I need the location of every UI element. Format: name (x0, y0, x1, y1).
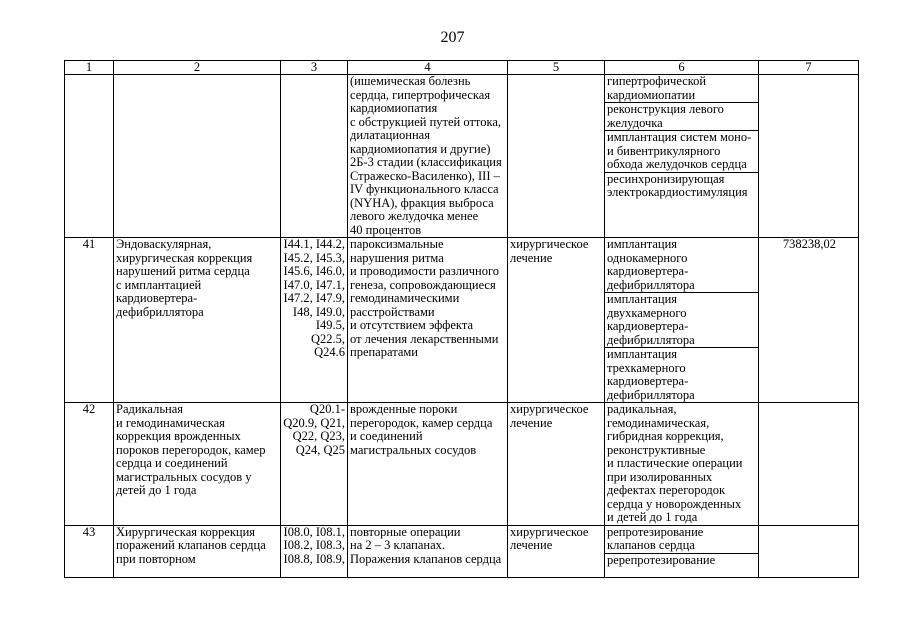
table-row (65, 525, 859, 577)
service-name-cell (114, 403, 281, 526)
treatment-method-line: гемодинамическая, (607, 415, 710, 430)
icd-code-line: I49.5, (315, 318, 345, 332)
patient-model-cell (348, 525, 508, 577)
treatment-method-line: дефибриллятора (607, 387, 695, 402)
treatment-method-line: гипертрофической (607, 74, 707, 88)
service-name-line: при повторном (116, 551, 196, 566)
treatment-method-item (605, 173, 758, 200)
column-number-4: 4 (348, 61, 508, 75)
treatment-method-line: обхода желудочков сердца (607, 157, 747, 171)
treatment-methods-cell (605, 403, 759, 526)
cost-cell (759, 75, 859, 238)
row-number-cell: 41 (65, 238, 114, 403)
patient-model-line: сердца, гипертрофическая (350, 87, 491, 102)
icd-code-line: Q20.9, Q21, (283, 415, 345, 430)
patient-model-line: 40 процентов (350, 222, 422, 237)
patient-model-line: кардиомиопатия и другие) (350, 141, 491, 156)
table-row (65, 75, 859, 238)
treatment-method-item (605, 403, 758, 525)
treatment-method-line: электрокардиостимуляция (607, 185, 748, 199)
treatment-method-item (605, 293, 758, 348)
icd-code-line: I45.2, I45.3, (283, 250, 345, 265)
treatment-type-line: хирургическое (510, 402, 589, 416)
patient-model-line: и соединений (350, 429, 423, 443)
patient-model-line: генеза, сопровождающиеся (350, 277, 496, 292)
icd-code-line: Q24.6 (314, 345, 345, 359)
patient-model-cell (348, 403, 508, 526)
treatment-method-line: дефектах перегородок (607, 483, 726, 497)
patient-model-line: Поражения клапанов сердца (350, 551, 502, 566)
service-name-line: детей до 1 года (116, 483, 197, 497)
patient-model-line: на 2 – 3 клапанах. (350, 538, 446, 552)
service-name-line: коррекция врожденных (116, 429, 241, 443)
patient-model-line: IV функционального класса (350, 182, 499, 196)
treatment-method-line: и бивентрикулярного (607, 143, 721, 158)
service-name-line: с имплантацией (116, 277, 202, 292)
service-name-line: сердца и соединений (116, 456, 228, 470)
patient-model-line: гемодинамическими (350, 291, 460, 305)
icd-code-line: I47.2, I47.9, (283, 291, 345, 305)
treatment-method-line: реконструкция левого (607, 102, 724, 116)
patient-model-cell (348, 238, 508, 403)
treatment-method-line: трехкамерного (607, 360, 686, 375)
cost-cell (759, 403, 859, 526)
treatment-method-line: желудочка (607, 115, 663, 130)
patient-model-cell (348, 75, 508, 238)
column-number-7: 7 (759, 61, 859, 75)
treatment-method-item (605, 131, 758, 173)
treatment-method-item (605, 526, 758, 554)
icd-code-line: Q22, Q23, (292, 429, 345, 443)
treatment-method-line: радикальная, (607, 402, 677, 416)
icd-code-line: I48, I49.0, (292, 304, 345, 319)
patient-model-line: от лечения лекарственными (350, 331, 499, 346)
treatment-method-line: при изолированных (607, 469, 713, 484)
treatment-method-line: кардиовертера- (607, 319, 689, 333)
icd-code-line: I47.0, I47.1, (283, 277, 345, 292)
patient-model-line: и проводимости различного (350, 264, 500, 278)
patient-model-line: расстройствами (350, 304, 435, 319)
column-number-row (65, 61, 859, 75)
patient-model-line: левого желудочка менее (350, 209, 479, 223)
column-number-2: 2 (114, 61, 281, 75)
service-name-line: магистральных сосудов у (116, 469, 252, 484)
service-name-line: поражений клапанов сердца (116, 538, 266, 552)
service-name-cell (114, 238, 281, 403)
row-number-cell (65, 75, 114, 238)
treatment-type-cell (508, 525, 605, 577)
page-number: 207 (440, 29, 465, 46)
treatment-method-item (605, 348, 758, 402)
icd-codes-cell (281, 75, 348, 238)
treatment-method-line: гибридная коррекция, (607, 429, 724, 443)
treatment-method-line: имплантация (607, 237, 678, 251)
treatment-method-item (605, 103, 758, 131)
treatment-method-line: имплантация (607, 347, 678, 361)
icd-code-line: Q22.5, (310, 331, 345, 346)
treatment-method-line: репротезирование (607, 525, 704, 539)
icd-code-line: I44.1, I44.2, (283, 237, 345, 251)
icd-code-line: I08.2, I08.3, (283, 538, 345, 552)
treatment-type-line: лечение (510, 415, 553, 430)
service-name-line: дефибриллятора (116, 304, 204, 319)
patient-model-line: перегородок, камер сердца (350, 415, 493, 430)
service-name-line: нарушений ритма сердца (116, 264, 250, 278)
table-row (65, 403, 859, 526)
icd-code-line: I08.0, I08.1, (283, 525, 345, 539)
treatment-method-line: кардиовертера- (607, 264, 689, 278)
treatment-method-line: имплантация (607, 292, 678, 306)
services-table (64, 60, 859, 578)
icd-code-line: I45.6, I46.0, (283, 264, 345, 278)
icd-code-line: I08.8, I08.9, (283, 551, 345, 566)
row-number-cell: 42 (65, 403, 114, 526)
icd-codes-cell (281, 525, 348, 577)
icd-code-line: Q24, Q25 (295, 442, 345, 457)
icd-codes-cell (281, 238, 348, 403)
patient-model-line: Стражеско-Василенко), III – (350, 168, 500, 183)
patient-model-line: врожденные пороки (350, 402, 458, 416)
treatment-method-line: сердца у новорожденных (607, 496, 742, 511)
treatment-type-line: лечение (510, 250, 553, 265)
treatment-method-line: кардиомиопатии (607, 87, 696, 102)
treatment-method-item (605, 554, 758, 568)
treatment-methods-cell (605, 75, 759, 238)
service-name-cell (114, 525, 281, 577)
service-name-line: пороков перегородок, камер (116, 442, 266, 457)
treatment-method-line: клапанов сердца (607, 538, 695, 552)
treatment-type-cell (508, 238, 605, 403)
treatment-method-line: двухкамерного (607, 305, 687, 320)
patient-model-line: с обструкцией путей оттока, (350, 114, 502, 129)
patient-model-line: повторные операции (350, 525, 461, 539)
service-name-line: Радикальная (116, 402, 184, 416)
treatment-methods-cell (605, 525, 759, 577)
service-name-line: Хирургическая коррекция (116, 525, 256, 539)
patient-model-line: кардиомиопатия (350, 101, 438, 115)
service-name-line: и гемодинамическая (116, 415, 225, 430)
patient-model-line: пароксизмальные (350, 237, 444, 251)
patient-model-line: (NYHA), фракция выброса (350, 195, 494, 210)
treatment-method-line: однокамерного (607, 250, 688, 265)
treatment-type-cell (508, 75, 605, 238)
treatment-type-line: хирургическое (510, 237, 589, 251)
treatment-method-line: и пластические операции (607, 456, 743, 470)
table-row (65, 238, 859, 403)
treatment-method-line: дефибриллятора (607, 332, 695, 347)
column-number-5: 5 (508, 61, 605, 75)
treatment-method-line: имплантация систем моно- (607, 130, 752, 144)
row-number-cell: 43 (65, 525, 114, 577)
patient-model-line: нарушения ритма (350, 250, 444, 265)
patient-model-line: дилатационная (350, 128, 430, 142)
column-number-1: 1 (65, 61, 114, 75)
service-name-line: хирургическая коррекция (116, 250, 253, 265)
treatment-type-line: хирургическое (510, 525, 589, 539)
treatment-type-line: лечение (510, 538, 553, 552)
icd-codes-cell (281, 403, 348, 526)
patient-model-line: (ишемическая болезнь (350, 74, 471, 88)
patient-model-line: и отсутствием эффекта (350, 318, 473, 332)
treatment-method-line: ререпротезирование (607, 552, 716, 567)
column-number-6: 6 (605, 61, 759, 75)
patient-model-line: 2Б-3 стадии (классификация (350, 155, 502, 169)
treatment-method-line: и детей до 1 года (607, 510, 698, 524)
service-name-line: Эндоваскулярная, (116, 237, 212, 251)
icd-code-line: Q20.1- (309, 402, 345, 416)
patient-model-line: магистральных сосудов (350, 442, 477, 457)
treatment-type-cell (508, 403, 605, 526)
column-number-3: 3 (281, 61, 348, 75)
treatment-method-item (605, 75, 758, 103)
treatment-method-line: кардиовертера- (607, 374, 689, 388)
treatment-method-item (605, 238, 758, 293)
treatment-method-line: ресинхронизирующая (607, 171, 725, 186)
treatment-methods-cell (605, 238, 759, 403)
service-name-line: кардиовертера- (116, 291, 198, 305)
patient-model-line: препаратами (350, 345, 418, 359)
treatment-method-line: реконструктивные (607, 442, 706, 457)
service-name-cell (114, 75, 281, 238)
cost-cell: 738238,02 (759, 238, 859, 403)
cost-cell (759, 525, 859, 577)
treatment-method-line: дефибриллятора (607, 277, 695, 292)
